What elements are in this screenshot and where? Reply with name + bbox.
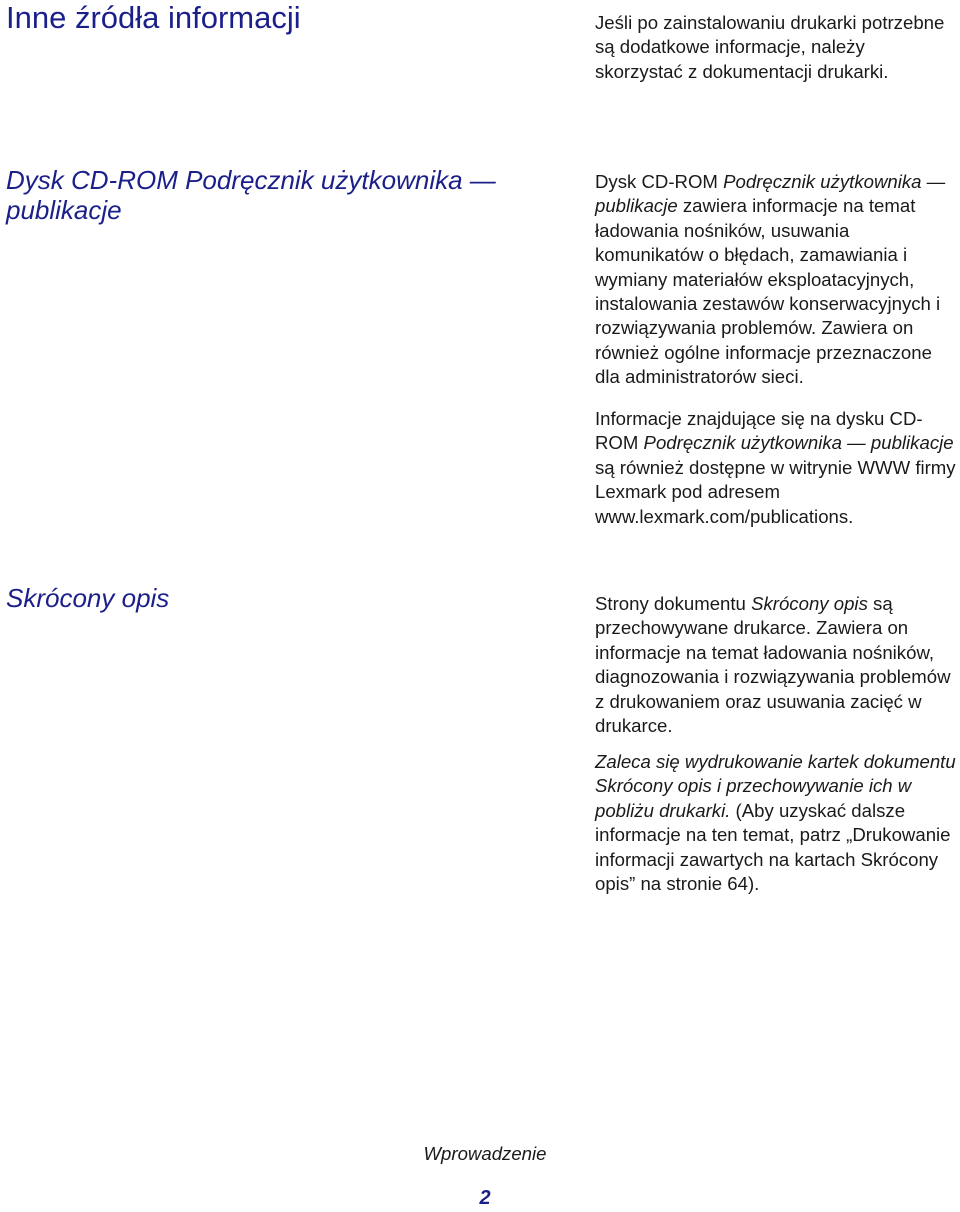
text-run: Informacje znajdujące się na dysku CD-ROM — [595, 408, 923, 454]
cd-web-availability-paragraph — [595, 407, 957, 529]
recommendation-emphasis: Zaleca się wydrukowanie kartek dokumentu Skrócony opis i przechowywanie ich w pobliżu drukarki. — [595, 751, 956, 821]
footer-chapter-title: Wprowadzenie — [423, 1143, 547, 1164]
text-run: (Aby uzyskać dalsze informacje na ten temat, patrz „Drukowanie informacji zawartych na kartach Skrócony opis” na stronie 64). — [595, 799, 951, 895]
section-heading-cd: Dysk CD-ROM Podręcznik użytkownika — publikacje — [6, 165, 496, 225]
text-run: Dysk CD-ROM — [595, 171, 724, 192]
publication-title: Podręcznik użytkownika — publikacje — [595, 171, 946, 217]
publication-title: Podręcznik użytkownika — publikacje — [643, 432, 954, 454]
publication-title: Skrócony opis — [751, 593, 868, 614]
text-run: są przechowywane drukarce. Zawiera on informacje na temat ładowania nośników, diagnozowania i rozwiązywania problemów z drukowaniem oraz usuwania zacięć w drukarce. — [595, 593, 951, 737]
page-number: 2 — [479, 1187, 491, 1209]
text-run: Strony dokumentu — [595, 593, 752, 614]
cd-description-paragraph — [595, 170, 957, 390]
intro-paragraph: Jeśli po zainstalowaniu drukarki potrzebne są dodatkowe informacje, należy skorzystać z dokumentacji drukarki. — [595, 12, 945, 82]
quick-reference-recommendation — [595, 750, 957, 896]
text-run: zawiera informacje na temat ładowania nośników, usuwania komunikatów o błędach, zamawiania i wymiany materiałów eksploatacyjnych, instalowania zestawów konserwacyjnych i rozwiązywania problemów. Zawiera on również ogólne informacje przeznaczone dla administratorów sieci. — [595, 195, 941, 388]
page-title: Inne źródła informacji — [6, 0, 301, 35]
text-run: są również dostępne w witrynie WWW firmy Lexmark pod adresem www.lexmark.com/publications. — [595, 456, 956, 527]
quick-reference-paragraph — [595, 592, 957, 738]
section-heading-quick-reference: Skrócony opis — [6, 583, 170, 613]
